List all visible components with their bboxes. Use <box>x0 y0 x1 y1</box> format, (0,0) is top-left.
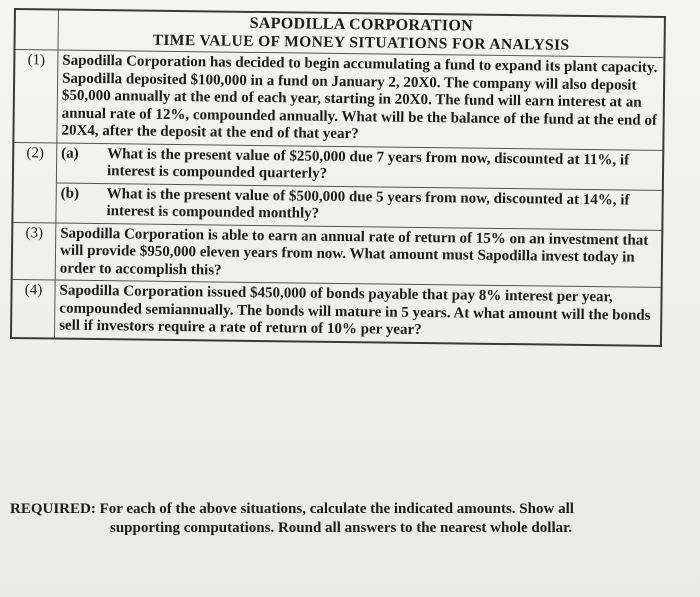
required-line-1: For each of the above situations, calculate the indicated amounts. Show all <box>99 501 574 517</box>
problem-row <box>12 142 663 230</box>
problem-number: (2) <box>12 142 56 223</box>
problem-text: Sapodilla Corporation is able to earn an annual rate of return of 15% on an investment that will provide $950,000 eleven years from now. What amount must Sapodilla invest today in order to accomplish this? <box>55 223 662 288</box>
sub-problem-text: What is the present value of $500,000 due 5 years from now, discounted at 14%, if interest is compounded monthly? <box>106 185 630 222</box>
problem-number: (1) <box>13 50 58 143</box>
sub-problem-label: (a) <box>61 145 79 162</box>
problem-parts <box>56 143 663 230</box>
required-instructions <box>10 500 660 538</box>
problem-row <box>13 50 664 150</box>
required-label: REQUIRED: <box>10 501 96 517</box>
document-title: TIME VALUE OF MONEY SITUATIONS FOR ANALYSIS <box>152 31 570 54</box>
problem-row <box>12 222 663 287</box>
title-number-cell <box>14 9 58 50</box>
required-line-2: supporting computations. Round all answers to the nearest whole dollar. <box>110 520 573 536</box>
document-page <box>10 8 666 346</box>
problem-number: (3) <box>12 222 56 280</box>
sub-problem <box>56 183 661 229</box>
sub-problem-label: (b) <box>60 185 80 202</box>
problem-number: (4) <box>11 279 55 338</box>
company-title: SAPODILLA CORPORATION <box>249 14 474 35</box>
problems-table <box>10 8 666 346</box>
problem-text: Sapodilla Corporation has decided to begin accumulating a fund to expand its plant capacity. Sapodilla deposited $100,000 in a fund on January 2, 20X0. The company will also deposit $50,000 annually at the end of each year, starting in 20X0. The fund will earn interest at an annual rate of 12%, compounded annually. What will be the balance of the fund at the end of 20X4, after the deposit at the end of that year? <box>57 50 665 150</box>
problem-text: Sapodilla Corporation issued $450,000 of bonds payable that pay 8% interest per year, compounded semiannually. The bonds will mature in 5 years. At what amount will the bonds sell if investors require a rate of return of 10% per year? <box>54 280 661 345</box>
problem-row <box>11 279 662 345</box>
sub-problem-text: What is the present value of $250,000 due 7 years from now, discounted at 11%, if interest is compounded quarterly? <box>106 145 630 182</box>
